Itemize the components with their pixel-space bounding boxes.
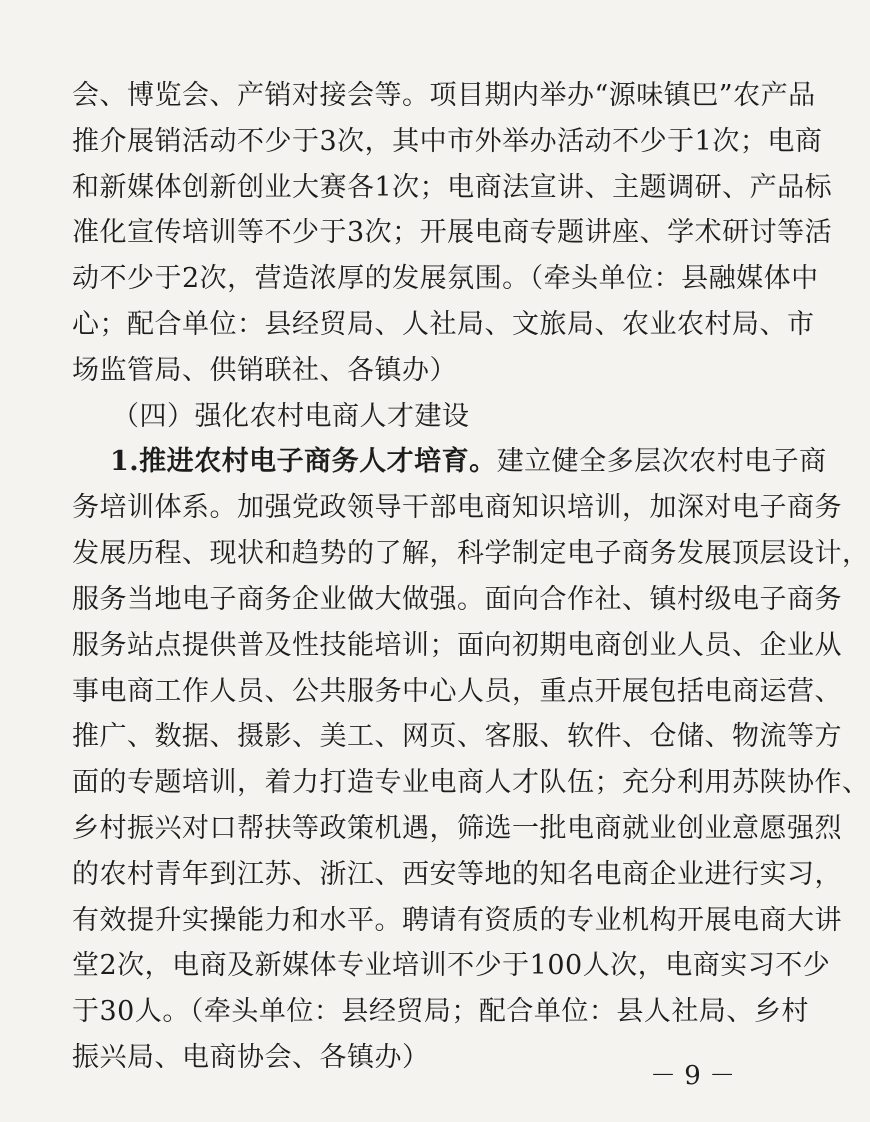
body-line: 的农村青年到江苏、浙江、西安等地的知名电商企业进行实习，: [72, 859, 842, 890]
body-line: 推介展销活动不少于3次，其中市外举办活动不少于1次；电商: [72, 126, 823, 157]
body-line: 推广、数据、摄影、美工、网页、客服、软件、仓储、物流等方: [72, 721, 842, 752]
body-line: 面的专题培训，着力打造专业电商人才队伍；充分利用苏陕协作、: [72, 767, 870, 798]
body-line: 服务站点提供普及性技能培训；面向初期电商创业人员、企业从: [72, 630, 842, 661]
body-line: 乡村振兴对口帮扶等政策机遇，筛选一批电商就业创业意愿强烈: [72, 813, 842, 844]
body-line: 振兴局、电商协会、各镇办）: [72, 1042, 430, 1073]
body-line: 准化宣传培训等不少于3次；开展电商专题讲座、学术研讨等活: [72, 217, 833, 248]
body-line: 事电商工作人员、公共服务中心人员，重点开展包括电商运营、: [72, 676, 842, 707]
body-line: 发展历程、现状和趋势的了解，科学制定电子商务发展顶层设计，: [72, 538, 870, 569]
body-line: 于30人。（牵头单位：县经贸局；配合单位：县人社局、乡村: [72, 996, 809, 1027]
body-line: 心；配合单位：县经贸局、人社局、文旅局、农业农村局、市: [72, 309, 815, 340]
body-line: 场监管局、供销联社、各镇办）: [72, 355, 457, 386]
item1-first-line: [110, 442, 827, 482]
section-heading: （四）强化农村电商人才建设: [112, 401, 470, 432]
body-line: 服务当地电子商务企业做大做强。面向合作社、镇村级电子商务: [72, 584, 842, 615]
page-number: － 9 －: [650, 1061, 736, 1091]
item1-title: 1.推进农村电子商务人才培育。: [110, 446, 497, 477]
body-line: 动不少于2次，营造浓厚的发展氛围。（牵头单位：县融媒体中: [72, 263, 819, 294]
body-line: 堂2次，电商及新媒体专业培训不少于100人次，电商实习不少: [72, 950, 831, 981]
body-line: 有效提升实操能力和水平。聘请有资质的专业机构开展电商大讲: [72, 905, 842, 936]
item1-first-rest: 建立健全多层次农村电子商: [496, 446, 827, 477]
body-line: 会、博览会、产销对接会等。项目期内举办“源味镇巴”农产品: [72, 80, 816, 111]
body-line: 和新媒体创新创业大赛各1次；电商法宣讲、主题调研、产品标: [72, 172, 833, 203]
body-line: 务培训体系。加强党政领导干部电商知识培训，加深对电子商务: [72, 492, 842, 523]
